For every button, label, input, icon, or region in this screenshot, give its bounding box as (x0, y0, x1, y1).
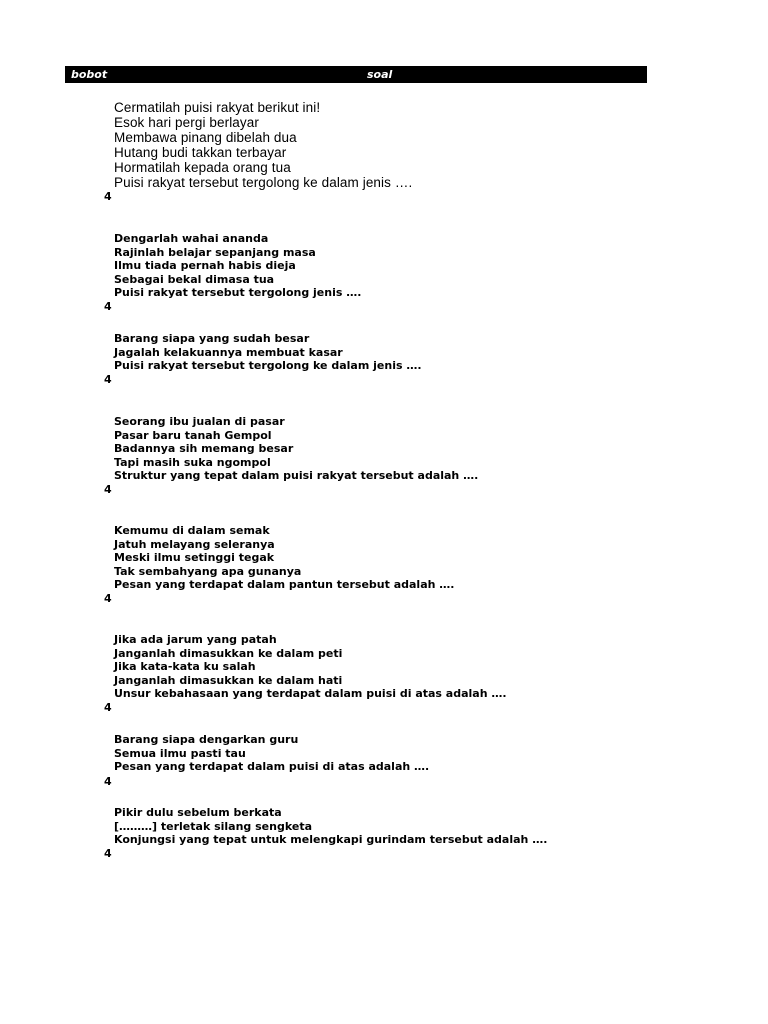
question-line: Pesan yang terdapat dalam pantun tersebut adalah …. (114, 578, 455, 591)
question-6 (114, 633, 507, 701)
question-line: Jatuh melayang seleranya (114, 537, 275, 551)
question-line: Kemumu di dalam semak (114, 524, 270, 537)
question-line: Dengarlah wahai ananda (114, 232, 269, 245)
question-line: Jika kata-kata ku salah (114, 660, 256, 673)
question-line: Membawa pinang dibelah dua (114, 130, 297, 145)
question-3 (114, 332, 422, 373)
score-7: 4 (104, 775, 112, 788)
question-line: Jika ada jarum yang patah (114, 633, 277, 646)
question-line: Pikir dulu sebelum berkata (114, 806, 282, 819)
question-line: Janganlah dimasukkan ke dalam peti (114, 646, 343, 660)
question-line: Struktur yang tepat dalam puisi rakyat tersebut adalah …. (114, 469, 479, 482)
question-line: Pasar baru tanah Gempol (114, 428, 272, 442)
question-line: Cermatilah puisi rakyat berikut ini! (114, 100, 321, 115)
score-5: 4 (104, 592, 112, 605)
question-line: Puisi rakyat tersebut tergolong ke dalam jenis …. (114, 175, 413, 190)
question-line: Sebagai bekal dimasa tua (114, 272, 275, 286)
question-line: Jagalah kelakuannya membuat kasar (114, 345, 343, 359)
header-bobot: bobot (71, 68, 108, 81)
score-3: 4 (104, 373, 112, 386)
score-4: 4 (104, 483, 112, 496)
question-line: Rajinlah belajar sepanjang masa (114, 245, 316, 259)
question-4 (114, 415, 478, 483)
score-8: 4 (104, 847, 112, 860)
header-soal: soal (367, 68, 393, 81)
question-8 (114, 806, 547, 847)
question-line: Pesan yang terdapat dalam puisi di atas adalah …. (114, 760, 430, 773)
question-5 (114, 524, 454, 592)
question-line: [………] terletak silang sengketa (114, 819, 313, 833)
question-line: Hormatilah kepada orang tua (114, 160, 291, 175)
question-line: Konjungsi yang tepat untuk melengkapi gurindam tersebut adalah …. (114, 833, 548, 846)
question-line: Tak sembahyang apa gunanya (114, 564, 302, 578)
question-2 (114, 232, 361, 300)
question-line: Meski ilmu setinggi tegak (114, 551, 275, 564)
question-line: Semua ilmu pasti tau (114, 746, 246, 760)
question-line: Janganlah dimasukkan ke dalam hati (114, 673, 343, 687)
score-6: 4 (104, 701, 112, 714)
question-line: Barang siapa dengarkan guru (114, 733, 299, 746)
question-line: Puisi rakyat tersebut tergolong ke dalam jenis …. (114, 359, 422, 372)
table-header (65, 66, 647, 83)
question-line: Unsur kebahasaan yang terdapat dalam puisi di atas adalah …. (114, 687, 507, 700)
question-1 (114, 100, 412, 190)
score-2: 4 (104, 300, 112, 313)
score-1: 4 (104, 190, 112, 203)
question-line: Tapi masih suka ngompol (114, 455, 271, 469)
question-line: Badannya sih memang besar (114, 442, 294, 455)
question-line: Hutang budi takkan terbayar (114, 145, 287, 160)
question-line: Esok hari pergi berlayar (114, 115, 259, 130)
question-line: Barang siapa yang sudah besar (114, 332, 310, 345)
question-line: Ilmu tiada pernah habis dieja (114, 259, 296, 272)
question-7 (114, 733, 429, 774)
question-line: Puisi rakyat tersebut tergolong jenis …. (114, 286, 362, 299)
question-line: Seorang ibu jualan di pasar (114, 415, 285, 428)
